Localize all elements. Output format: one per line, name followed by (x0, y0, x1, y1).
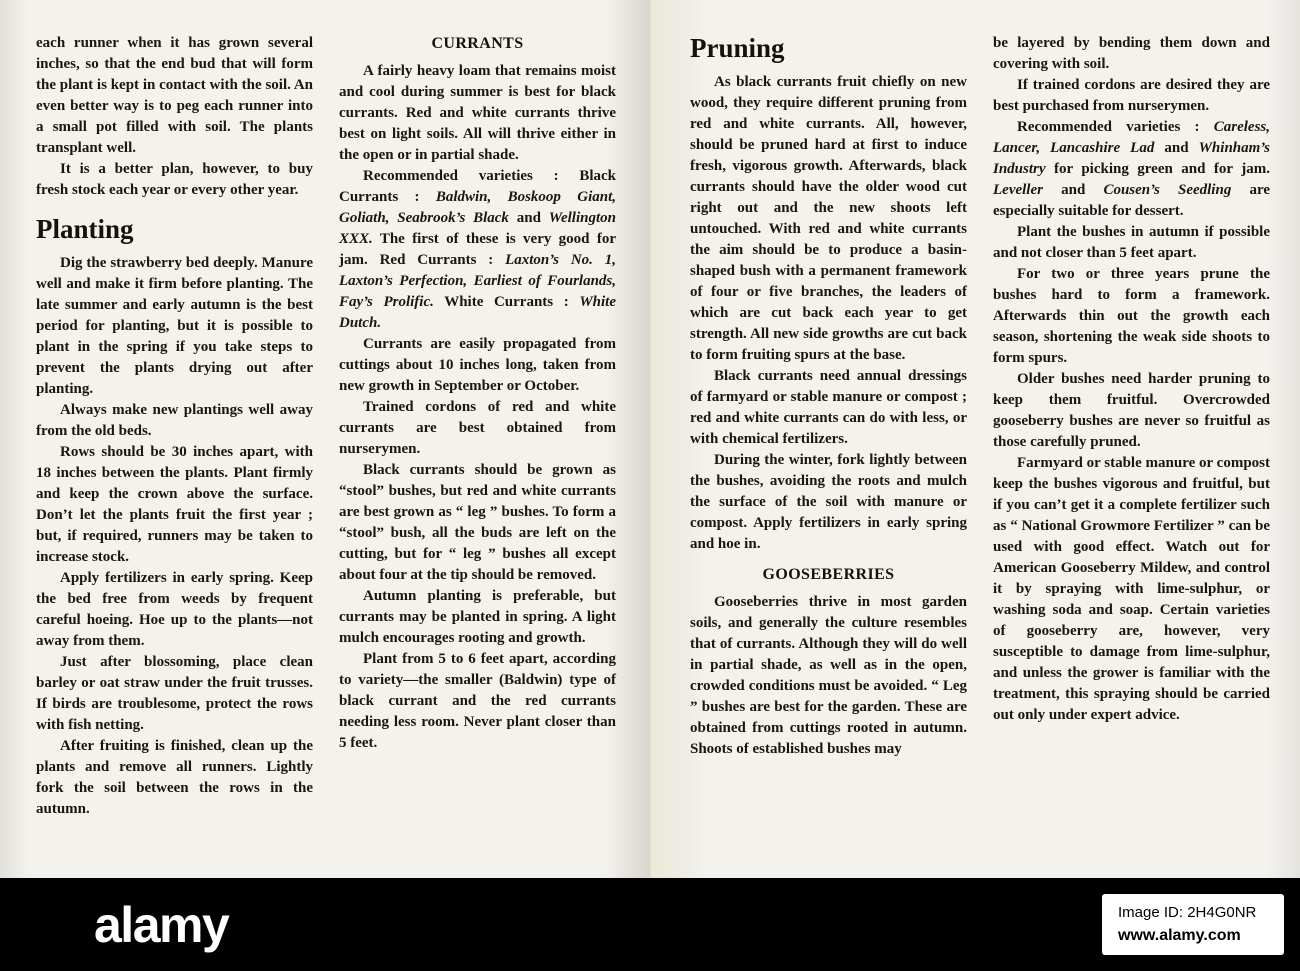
text-run: for picking green and for jam. (1045, 161, 1270, 177)
paragraph (339, 397, 616, 460)
paragraph (690, 366, 967, 450)
paragraph (690, 592, 967, 760)
paragraph (993, 117, 1270, 222)
variety-name: Baldwin, Boskoop Giant, Goliath, Seabrook’s Black (339, 189, 616, 226)
paragraph (36, 652, 313, 736)
variety-name: Wellington XXX. (339, 210, 616, 247)
text-run: Recommended varieties : (1017, 119, 1214, 135)
paragraph (36, 33, 313, 159)
paragraph (339, 460, 616, 586)
paragraph (339, 586, 616, 649)
text-run: each runner when it has grown several inches, so that the end bud that will form the plant is kept in contact with the soil. An even better way is to peg each runner into a small pot filled with soil. The plants transplant well. (36, 35, 313, 156)
paragraph (993, 222, 1270, 264)
paragraph (339, 649, 616, 754)
text-run: It is a better plan, however, to buy fresh stock each year or every other year. (36, 161, 313, 198)
text-run: and (1154, 140, 1199, 156)
text-run: Rows should be 30 inches apart, with 18 inches between the plants. Plant firmly and keep the crown above the surface. Don’t let the plants fruit the first year ; but, if required, runners may be taken to increase stock. (36, 444, 313, 565)
text-run: As black currants fruit chiefly on new wood, they require different pruning from red and white currants. All, however, should be pruned hard at first to induce fresh, vigorous growth. Afterwards, black currants should have the older wood cut right out and the new shoots left untouched. With red and white currants the aim should be to produce a basin-shaped bush with a permanent framework of four or five branches, the leaders of which are cut back each year to get strength. All new side growths are cut back to form fruiting spurs at the base. (690, 74, 967, 363)
centered-heading: CURRANTS (431, 35, 524, 52)
text-run: Dig the strawberry bed deeply. Manure well and make it firm before planting. The late summer and early autumn is the best period for planting, but it is possible to plant in the spring if you take steps to prevent the plants drying out after planting. (36, 255, 313, 397)
text-run: and (1042, 182, 1104, 198)
variety-name: Laxton’s No. 1, Laxton’s Perfection, Earliest of Fourlands, Fay’s Prolific. (339, 252, 616, 310)
watermark-bar (0, 878, 1300, 971)
text-run: The first of these is very good for jam. Red Currants : (339, 231, 616, 268)
variety-name: Careless, Lancer, Lancashire Lad (993, 119, 1270, 156)
text-run: Plant the bushes in autumn if possible and not closer than 5 feet apart. (993, 224, 1270, 261)
paragraph (339, 166, 616, 334)
paragraph (993, 75, 1270, 117)
alamy-logo: alamy (94, 896, 229, 953)
section-heading: Pruning (690, 33, 785, 63)
text-column-1 (36, 33, 313, 820)
image-id-box (1102, 894, 1284, 955)
text-run: and (508, 210, 549, 226)
variety-name: Cousen’s Seedling (1103, 182, 1232, 198)
variety-name: Leveller (993, 182, 1043, 198)
text-run: Black currants should be grown as “stool” bushes, but red and white currants are best grown as “ leg ” bushes. To form a “stool” bush, all the buds are left on the cutting, but for “ leg ” bushes all except about four at the tip should be removed. (339, 462, 616, 583)
text-run: Just after blossoming, place clean barley or oat straw under the fruit trusses. If birds are troublesome, protect the rows with fish netting. (36, 654, 313, 733)
text-run: Autumn planting is preferable, but currants may be planted in spring. A light mulch encourages rooting and growth. (339, 588, 616, 646)
paragraph (993, 453, 1270, 726)
paragraph (339, 334, 616, 397)
text-run: be layered by bending them down and covering with soil. (993, 35, 1270, 72)
paragraph (36, 568, 313, 652)
paragraph (993, 264, 1270, 369)
variety-name: Whinham’s Industry (993, 140, 1271, 177)
text-run: Recommended varieties : Black Currants : (339, 168, 616, 205)
text-run: A fairly heavy loam that remains moist and cool during summer is best for black currants. Red and white currants thrive best on light soils. All will thrive either in the open or in partial shade. (339, 63, 616, 163)
text-run: Plant from 5 to 6 feet apart, according to variety—the smaller (Baldwin) type of black currant and the red currants needing less room. Never plant closer than 5 feet. (339, 651, 616, 751)
text-run: Farmyard or stable manure or compost keep the bushes vigorous and fruitful, but if you can’t get it a complete fertilizer such as “ National Growmore Fertilizer ” can be used with good effect. Watch out for American Gooseberry Mildew, and control it by spraying with lime-sulphur, or washing soda and soap. Certain varieties of gooseberry are, however, very susceptible to damage from lime-sulphur, and unless the grower is familiar with the treatment, this spraying should be carried out only under expert advice. (993, 455, 1270, 723)
text-run: Black currants need annual dressings of farmyard or stable manure or compost ; red and white currants can do with less, or with chemical fertilizers. (690, 368, 967, 447)
text-run: During the winter, fork lightly between the bushes, avoiding the roots and mulch the surface of the soil with manure or compost. Apply fertilizers in early spring and hoe in. (690, 452, 967, 552)
centered-heading: GOOSEBERRIES (762, 566, 895, 583)
paragraph (993, 369, 1270, 453)
paragraph (36, 159, 313, 201)
paragraph (36, 253, 313, 400)
paragraph (36, 400, 313, 442)
text-run: For two or three years prune the bushes hard to form a framework. Afterwards thin out the growth each season, shortening the weak side shoots to form spurs. (993, 266, 1270, 366)
image-id-text: Image ID: 2H4G0NR (1118, 904, 1257, 921)
paragraph (339, 61, 616, 166)
text-column-4 (993, 33, 1270, 820)
text-run: Currants are easily propagated from cuttings about 10 inches long, taken from new growth in September or October. (339, 336, 616, 394)
text-run: Older bushes need harder pruning to keep them fruitful. Overcrowded gooseberry bushes are never so fruitful as those carefully pruned. (993, 371, 1270, 450)
page-columns (36, 33, 1270, 820)
alamy-url-text: www.alamy.com (1118, 927, 1241, 944)
variety-name: White Dutch. (339, 294, 616, 331)
text-column-3 (690, 33, 967, 820)
section-heading: Planting (36, 214, 134, 244)
text-run: are especially suitable for dessert. (993, 182, 1271, 219)
text-run: If trained cordons are desired they are best purchased from nurserymen. (993, 77, 1270, 114)
text-run: Trained cordons of red and white currants are best obtained from nurserymen. (339, 399, 616, 457)
text-run: Apply fertilizers in early spring. Keep the bed free from weeds by frequent careful hoeing. Hoe up to the plants—not away from them. (36, 570, 313, 649)
paragraph (690, 450, 967, 555)
paragraph (690, 72, 967, 366)
paragraph (993, 33, 1270, 75)
paragraph (36, 736, 313, 820)
paragraph (36, 442, 313, 568)
text-run: White Currants : (433, 294, 580, 310)
text-column-2 (339, 33, 616, 820)
text-run: After fruiting is finished, clean up the plants and remove all runners. Lightly fork the soil between the rows in the autumn. (36, 738, 313, 817)
text-run: Gooseberries thrive in most garden soils, and generally the culture resembles that of currants. Although they will do well in partial shade, as well as in the open, crowded conditions must be avoided. “ Leg ” bushes are best for the garden. These are obtained from cuttings rooted in autumn. Shoots of established bushes may (690, 594, 967, 757)
text-run: Always make new plantings well away from the old beds. (36, 402, 313, 439)
